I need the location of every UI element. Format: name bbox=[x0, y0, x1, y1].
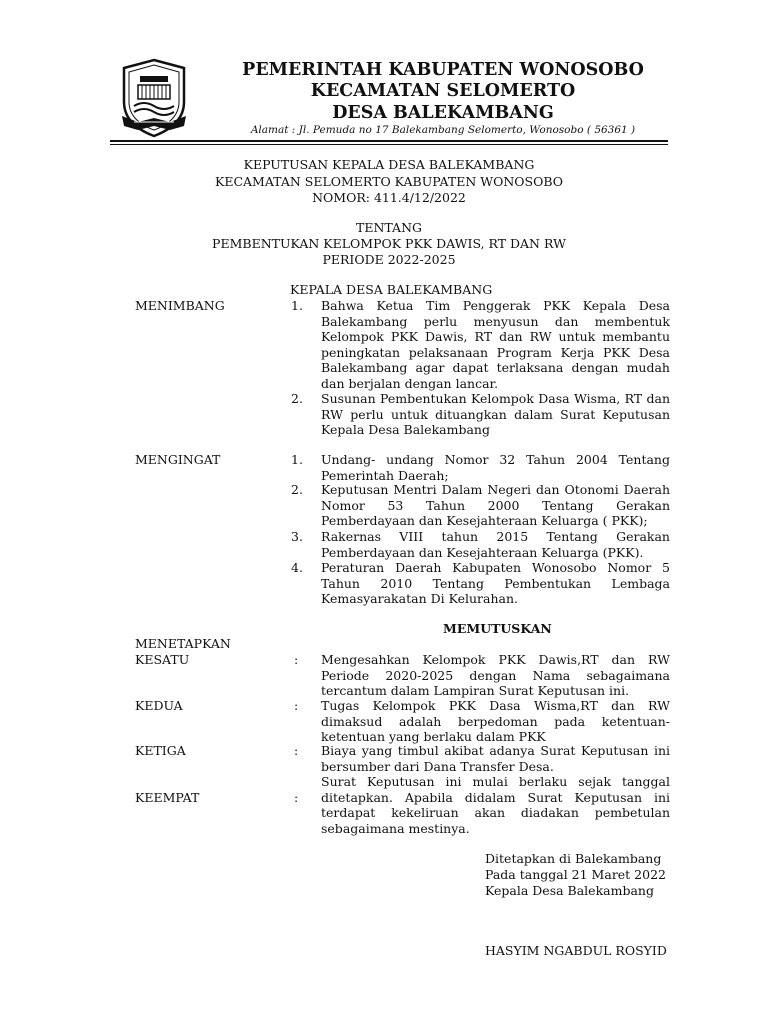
signatory-name: HASYIM NGABDUL ROSYID bbox=[485, 943, 667, 958]
list-item-number: 1. bbox=[291, 298, 303, 313]
decision-text: Mengesahkan Kelompok PKK Dawis,RT dan RW Periode 2020-2025 dengan Nama sebagaimana tercantum dalam Lampiran Surat Keputusan ini. bbox=[321, 652, 670, 698]
list-item-text: Susunan Pembentukan Kelompok Dasa Wisma, RT dan RW perlu untuk dituangkan dalam Surat Keputusan Kepala Desa Balekambang bbox=[321, 391, 670, 437]
section-label-menimbang: MENIMBANG bbox=[135, 298, 225, 313]
regency-emblem-logo bbox=[118, 58, 190, 138]
list-item-text: Keputusan Mentri Dalam Negeri dan Otonomi Daerah Nomor 53 Tahun 2000 Tentang Gerakan Pemberdayaan dan Kesejahteraan Keluarga ( PKK); bbox=[321, 482, 670, 528]
list-item-number: 2. bbox=[291, 482, 303, 497]
decree-number: NOMOR: 411.4/12/2022 bbox=[312, 190, 466, 205]
letterhead-government: PEMERINTAH KABUPATEN WONOSOBO bbox=[242, 60, 644, 80]
list-item-number: 3. bbox=[291, 529, 303, 544]
decree-authority: KEPALA DESA BALEKAMBANG bbox=[290, 282, 493, 297]
decision-label-kesatu: KESATU bbox=[135, 652, 190, 667]
decision-heading: MEMUTUSKAN bbox=[443, 621, 552, 636]
decree-about: TENTANG bbox=[355, 220, 422, 235]
decree-title-district: KECAMATAN SELOMERTO KABUPATEN WONOSOBO bbox=[214, 174, 564, 189]
list-item-number: 1. bbox=[291, 452, 303, 467]
list-item-text: Undang- undang Nomor 32 Tahun 2004 Tentang Pemerintah Daerah; bbox=[321, 452, 670, 483]
decision-label-ketiga: KETIGA bbox=[135, 743, 186, 758]
decision-text: Tugas Kelompok PKK Dasa Wisma,RT dan RW dimaksud adalah berpedoman pada ketentuan-ketentuan yang berlaku dalam PKK bbox=[321, 698, 670, 744]
list-item-number: 2. bbox=[291, 391, 303, 406]
decree-title: KEPUTUSAN KEPALA DESA BALEKAMBANG bbox=[243, 157, 535, 172]
list-item-text: Bahwa Ketua Tim Penggerak PKK Kepala Desa Balekambang perlu menyusun dan membentuk Kelompok PKK Dawis, RT dan RW untuk membantu peningkatan pelaksanaan Program Kerja PKK Desa Balekambang agar dapat terlaksana dengan mudah dan berjalan dengan lancar. bbox=[321, 298, 670, 391]
letterhead-divider-thin bbox=[110, 144, 668, 145]
letterhead-district: KECAMATAN SELOMERTO bbox=[310, 81, 576, 101]
section-label-menetapkan: MENETAPKAN bbox=[135, 636, 231, 651]
list-item-number: 4. bbox=[291, 560, 303, 575]
letterhead-village: DESA BALEKAMBANG bbox=[332, 103, 554, 123]
decision-colon: : bbox=[294, 743, 299, 758]
decision-colon: : bbox=[294, 652, 299, 667]
decision-text: Surat Keputusan ini mulai berlaku sejak tanggal ditetapkan. Apabila didalam Surat Keputusan ini terdapat kekeliruan akan diadakan pembetulan sebagaimana mestinya. bbox=[321, 774, 670, 836]
list-item-text: Peraturan Daerah Kabupaten Wonosobo Nomor 5 Tahun 2010 Tentang Pembentukan Lembaga Kemasyarakatan Di Kelurahan. bbox=[321, 560, 670, 606]
signature-place: Ditetapkan di Balekambang bbox=[485, 851, 662, 866]
decree-period: PERIODE 2022-2025 bbox=[322, 252, 456, 267]
letterhead-address: Alamat : Jl. Pemuda no 17 Balekambang Selomerto, Wonosobo ( 56361 ) bbox=[250, 124, 636, 136]
signature-date: Pada tanggal 21 Maret 2022 bbox=[485, 867, 666, 882]
decision-label-kedua: KEDUA bbox=[135, 698, 183, 713]
list-item-text: Rakernas VIII tahun 2015 Tentang Gerakan Pemberdayaan dan Kesejahteraan Keluarga (PKK). bbox=[321, 529, 670, 560]
decision-colon: : bbox=[294, 698, 299, 713]
decree-subject: PEMBENTUKAN KELOMPOK PKK DAWIS, RT DAN RW bbox=[212, 236, 566, 251]
decision-colon: : bbox=[294, 790, 299, 805]
section-label-mengingat: MENGINGAT bbox=[135, 452, 221, 467]
letterhead-divider bbox=[110, 140, 668, 142]
decision-text: Biaya yang timbul akibat adanya Surat Keputusan ini bersumber dari Dana Transfer Desa. bbox=[321, 743, 670, 774]
signature-position: Kepala Desa Balekambang bbox=[485, 883, 654, 898]
decision-label-keempat: KEEMPAT bbox=[135, 790, 200, 805]
